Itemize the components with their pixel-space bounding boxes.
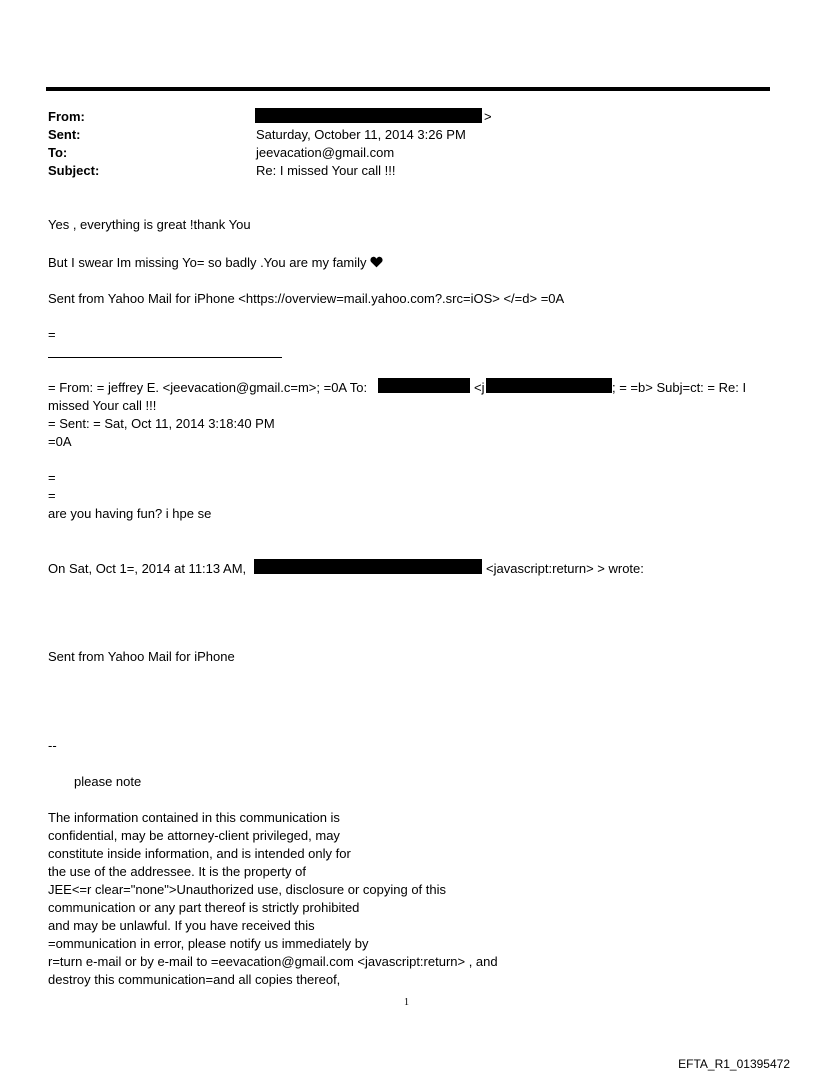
from-label: From:	[48, 109, 85, 124]
sent-value: Saturday, October 11, 2014 3:26 PM	[256, 127, 466, 142]
on-date-line: On Sat, Oct 1=, 2014 at 11:13 AM,	[48, 561, 247, 576]
subject-value: Re: I missed Your call !!!	[256, 163, 396, 178]
bates-number: EFTA_R1_01395472	[678, 1057, 790, 1071]
subject-label: Subject:	[48, 163, 100, 178]
from-suffix: >	[484, 109, 492, 124]
heart-icon	[370, 256, 383, 271]
body-line-2-text: But I swear Im missing Yo= so badly .You are my family	[48, 255, 367, 270]
body-line-3: Sent from Yahoo Mail for iPhone <https://overview=mail.yahoo.com?.src=iOS> </=d> =0A	[48, 291, 565, 306]
quote-line-3: = Sent: = Sat, Oct 11, 2014 3:18:40 PM	[48, 416, 275, 431]
disclaimer-line-7: and may be unlawful. If you have received this	[48, 918, 315, 933]
page-number: 1	[404, 997, 409, 1008]
quote-line-5: =	[48, 470, 56, 485]
redacted-recipient-email	[486, 378, 612, 393]
quote-line-2: missed Your call !!!	[48, 398, 157, 413]
header-rule	[46, 87, 770, 91]
quote-separator	[48, 357, 282, 358]
to-value: jeevacation@gmail.com	[256, 145, 395, 160]
wrote-line: <javascript:return> > wrote:	[486, 561, 644, 576]
disclaimer-line-3: constitute inside information, and is intended only for	[48, 846, 351, 861]
signature-dashes: --	[48, 738, 57, 753]
disclaimer-line-6: communication or any part thereof is strictly prohibited	[48, 900, 360, 915]
disclaimer-line-5: JEE<=r clear="none">Unauthorized use, disclosure or copying of this	[48, 882, 447, 897]
quote-line-1b: <j	[474, 380, 485, 395]
quote-line-7: are you having fun? i hpe se	[48, 506, 212, 521]
disclaimer-line-4: the use of the addressee. It is the property of	[48, 864, 306, 879]
disclaimer-line-1: The information contained in this communication is	[48, 810, 340, 825]
to-label: To:	[48, 145, 68, 160]
redacted-writer	[254, 559, 482, 574]
disclaimer-line-2: confidential, may be attorney-client privileged, may	[48, 828, 340, 843]
disclaimer-line-8: =ommunication in error, please notify us immediately by	[48, 936, 369, 951]
body-line-1: Yes , everything is great !thank You	[48, 217, 251, 232]
body-line-2	[48, 255, 383, 271]
body-line-4: =	[48, 327, 56, 342]
redacted-sender	[255, 108, 482, 123]
quote-line-4: =0A	[48, 434, 72, 449]
quote-line-1a: = From: = jeffrey E. <jeevacation@gmail.c=m>; =0A To:	[48, 380, 368, 395]
disclaimer-line-10: destroy this communication=and all copies thereof,	[48, 972, 341, 987]
redacted-recipient-name	[378, 378, 470, 393]
disclaimer-line-9: r=turn e-mail or by e-mail to =eevacation@gmail.com <javascript:return> , and	[48, 954, 498, 969]
quote-line-6: =	[48, 488, 56, 503]
sent-from-yahoo: Sent from Yahoo Mail for iPhone	[48, 649, 235, 664]
quote-line-1c: ; = =b> Subj=ct: = Re: I	[612, 380, 747, 395]
sent-label: Sent:	[48, 127, 81, 142]
please-note: please note	[74, 774, 142, 789]
